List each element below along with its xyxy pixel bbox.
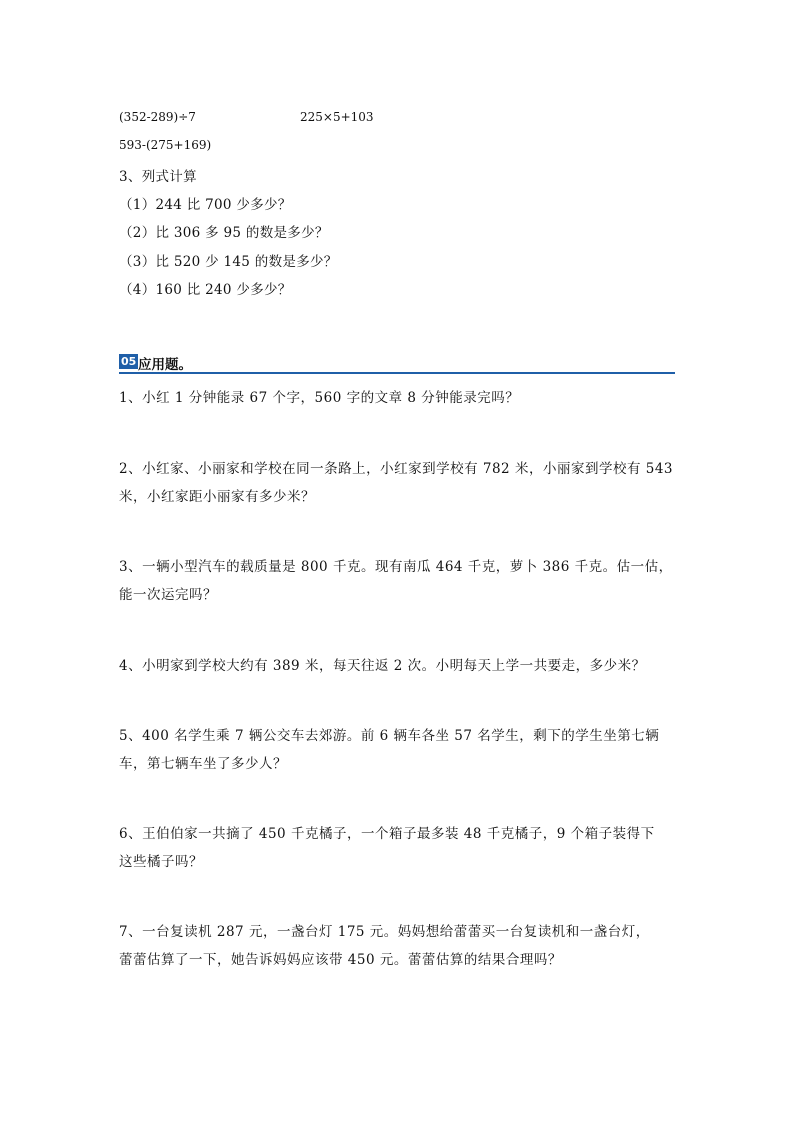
calc-expr-3: 593-(275+169)	[119, 138, 212, 152]
problem-5-line-2: 车，第七辆车坐了多少人？	[119, 756, 287, 772]
problem-7-line-1: 7、一台复读机 287 元，一盏台灯 175 元。妈妈想给蕾蕾买一台复读机和一盏台灯，	[119, 924, 650, 940]
section-number-badge: 05	[121, 355, 137, 368]
problem-4-line-1: 4、小明家到学校大约有 389 米，每天往返 2 次。小明每天上学一共要走，多少米？	[119, 658, 646, 674]
section-3-item-1: （1）244 比 700 少多少？	[119, 197, 292, 213]
problem-5-line-1: 5、400 名学生乘 7 辆公交车去郊游。前 6 辆车各坐 57 名学生，剩下的学生坐第七辆	[119, 728, 660, 744]
section-3-title: 3、列式计算	[119, 169, 197, 185]
problem-7-line-2: 蕾蕾估算了一下，她告诉妈妈应该带 450 元。蕾蕾估算的结果合理吗？	[119, 952, 562, 968]
problem-3-line-1: 3、一辆小型汽车的载质量是 800 千克。现有南瓜 464 千克，萝卜 386 千克。估一估，	[119, 559, 673, 575]
section-05-title: 应用题。	[138, 357, 192, 373]
section-3-item-2: （2）比 306 多 95 的数是多少？	[119, 225, 329, 241]
calc-expr-1: (352-289)÷7	[119, 110, 196, 124]
problem-3-line-2: 能一次运完吗？	[119, 587, 217, 603]
problem-1-line-1: 1、小红 1 分钟能录 67 个字，560 字的文章 8 分钟能录完吗？	[119, 390, 520, 406]
problem-2-line-1: 2、小红家、小丽家和学校在同一条路上，小红家到学校有 782 米，小丽家到学校有 543	[119, 461, 673, 477]
problem-6-line-1: 6、王伯伯家一共摘了 450 千克橘子，一个箱子最多装 48 千克橘子，9 个箱子装得下	[119, 826, 655, 842]
section-3-item-4: （4）160 比 240 少多少？	[119, 282, 292, 298]
calc-expr-2: 225×5+103	[300, 110, 374, 124]
problem-2-line-2: 米，小红家距小丽家有多少米？	[119, 489, 315, 505]
section-05-header	[119, 352, 675, 374]
section-3-item-3: （3）比 520 少 145 的数是多少？	[119, 254, 338, 270]
problem-6-line-2: 这些橘子吗？	[119, 854, 203, 870]
